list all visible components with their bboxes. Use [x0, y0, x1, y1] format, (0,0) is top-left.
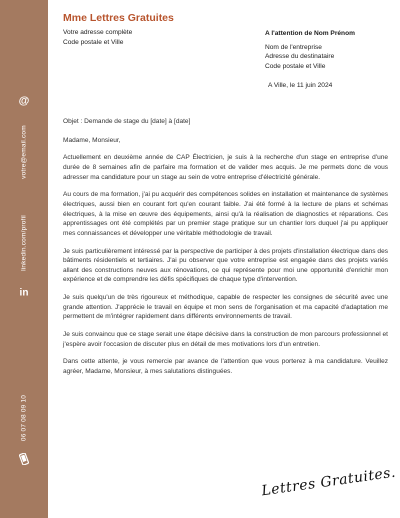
- sender-address-line: Votre adresse complète: [63, 29, 133, 36]
- recipient-city: Code postale et Ville: [265, 62, 326, 70]
- letter-date: A Ville, le 11 juin 2024: [268, 82, 333, 89]
- phone-icon: [19, 452, 29, 470]
- letter-paragraph: Je suis particulièrement intéressé par la perspective de participer à des projets d'installation électrique dans des bâtiments résidentiels et tertiaires. J'ai pu observer que votre entreprise est engagée dans des projets variés allant des constructions neuves aux rénovations, ce qui représente pour moi une opportunité d'enrichir mon expérience et de comprendre les défis spécifiques de chaque type d'intervention.: [63, 247, 388, 284]
- sidebar-linkedin[interactable]: linkedin.com/profil: [20, 215, 28, 271]
- letter-closing: Dans cette attente, je vous remercie par avance de l'attention que vous porterez à ma candidature. Veuillez agréer, Madame, Monsieur, à mes salutations distinguées.: [63, 358, 388, 375]
- letter-paragraph: Au cours de ma formation, j'ai pu acquérir des compétences solides en installation et maintenance de systèmes électriques, aussi bien en courant fort qu'en courant faible. J'ai été formé à la lecture de plans et schémas électriques, à la mise en œuvre des équipements, ainsi qu'à la réalisation de diagnostics et réparations. Ces apprentissages ont été complétés par un premier stage pratique sur un chantier lors duquel j'ai pu appliquer mes connaissances et développer une véritable méthodologie de travail.: [63, 191, 388, 237]
- sidebar-phone[interactable]: 06 07 08 09 10: [20, 394, 28, 442]
- at-icon: @: [18, 95, 30, 107]
- letter-page: [48, 0, 400, 518]
- letter-salutation: Madame, Monsieur,: [63, 136, 121, 144]
- recipient-block: [265, 29, 355, 71]
- sidebar-email[interactable]: votre@email.com: [20, 125, 28, 179]
- recipient-address: Adresse du destinataire: [265, 53, 335, 60]
- recipient-attention: A l'attention de Nom Prénom: [265, 30, 355, 37]
- handwritten-signature: Lettres Gratuites.: [260, 464, 397, 500]
- letter-body: [63, 117, 388, 385]
- letter-paragraph: Je suis convaincu que ce stage serait une étape décisive dans la construction de mon parcours professionnel et j'espère avoir l'occasion de discuter plus en détail de mes motivations lors d'un entretien.: [63, 331, 388, 348]
- letter-paragraph: Actuellement en deuxième année de CAP Électricien, je suis à la recherche d'un stage en entreprise d'une durée de 8 semaines afin de parfaire ma formation et de valider mes acquis. Je me permets donc de vous adresser ma candidature pour un stage au sein de votre entreprise d'électricité générale.: [63, 154, 388, 181]
- letter-paragraph: Je suis quelqu'un de très rigoureux et méthodique, capable de respecter les consignes de sécurité avec une grande attention. J'apprécie le travail en équipe et mon sens de l'organisation et ma capacité d'adaptation me permettent de m'intégrer rapidement dans différents environnements de travail.: [63, 294, 388, 321]
- recipient-company: Nom de l'entreprise: [265, 43, 322, 51]
- linkedin-icon: in: [19, 287, 29, 299]
- sender-name: Mme Lettres Gratuites: [63, 12, 174, 24]
- contact-sidebar: [0, 0, 48, 518]
- letter-subject: Objet : Demande de stage du [date] à [date]: [63, 118, 191, 125]
- sender-city-line: Code postale et Ville: [63, 38, 124, 46]
- sender-address: [63, 28, 132, 47]
